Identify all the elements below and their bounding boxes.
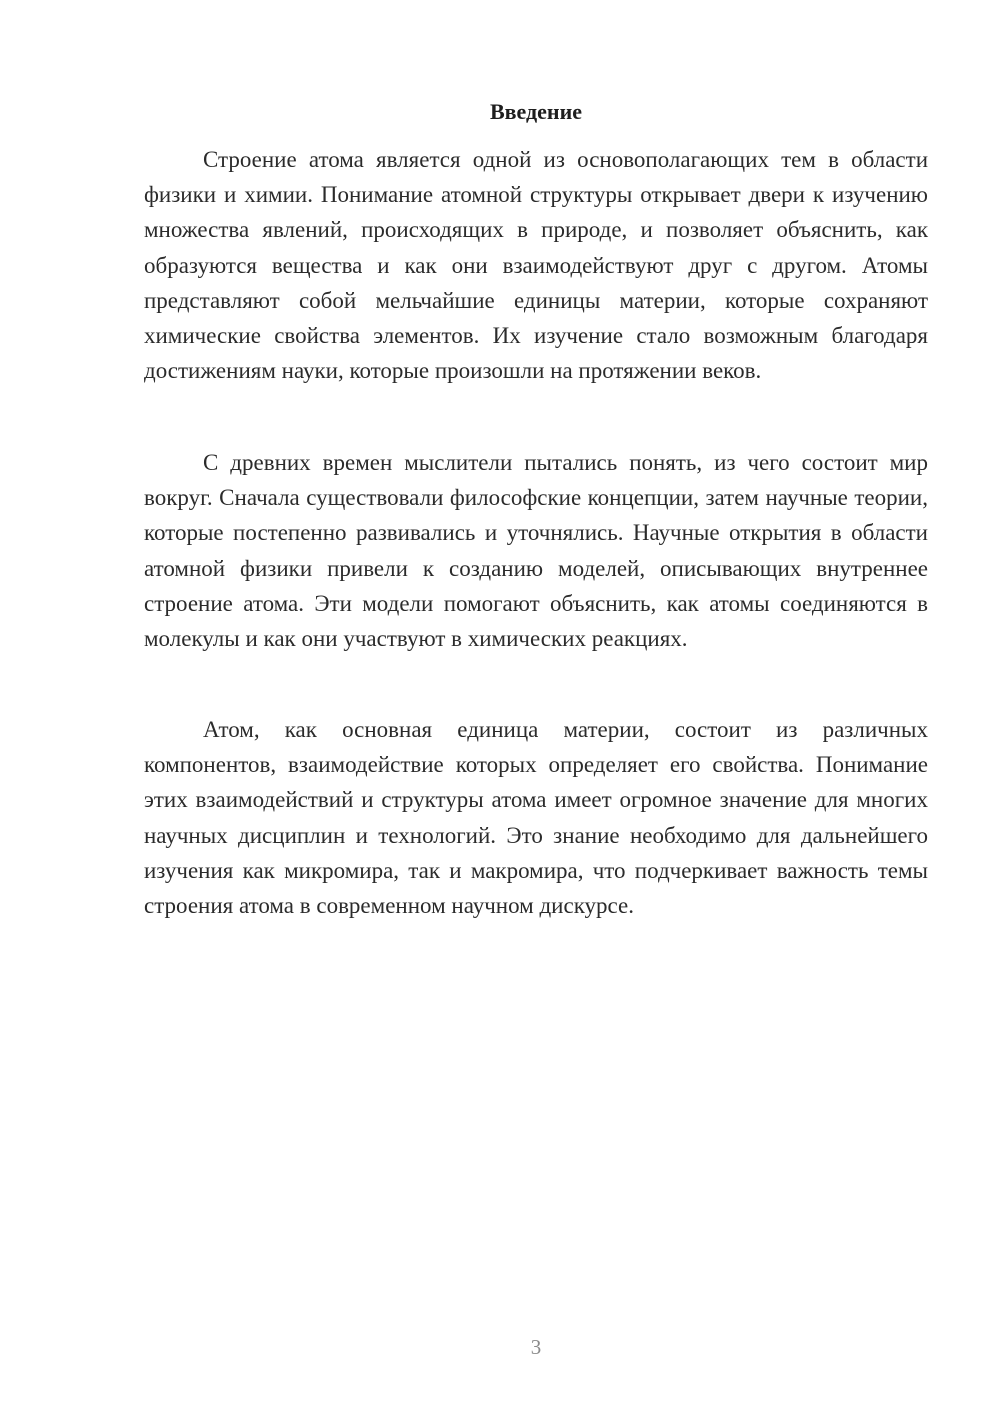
section-title: Введение: [489, 99, 583, 124]
paragraph-3: Атом, как основная единица материи, состоит из различных компонентов, взаимодействие которых определяет его свойства. Понимание этих взаимодействий и структуры атома имеет огромное значение для многих научных дисциплин и технологий. Это знание необходимо для дальнейшего изучения как микромира, так и макромира, что подчеркивает важность темы строения атома в современном научном дискурсе.: [144, 717, 928, 919]
paragraph-1: Строение атома является одной из основополагающих тем в области физики и химии. Понимание атомной структуры открывает двери к изучению множества явлений, происходящих в природе, и позволяет объяснить, как образуются вещества и как они взаимодействуют друг с другом. Атомы представляют собой мельчайшие единицы материи, которые сохраняют химические свойства элементов. Их изучение стало возможным благодаря достижениям науки, которые произошли на протяжении веков.: [144, 147, 928, 384]
paragraph-2: С древних времен мыслители пытались понять, из чего состоит мир вокруг. Сначала существовали философские концепции, затем научные теории, которые постепенно развивались и уточнялись. Научные открытия в области атомной физики привели к созданию моделей, описывающих внутреннее строение атома. Эти модели помогают объяснить, как атомы соединяются в молекулы и как они участвуют в химических реакциях.: [144, 450, 928, 652]
page-number: 3: [530, 1335, 542, 1359]
